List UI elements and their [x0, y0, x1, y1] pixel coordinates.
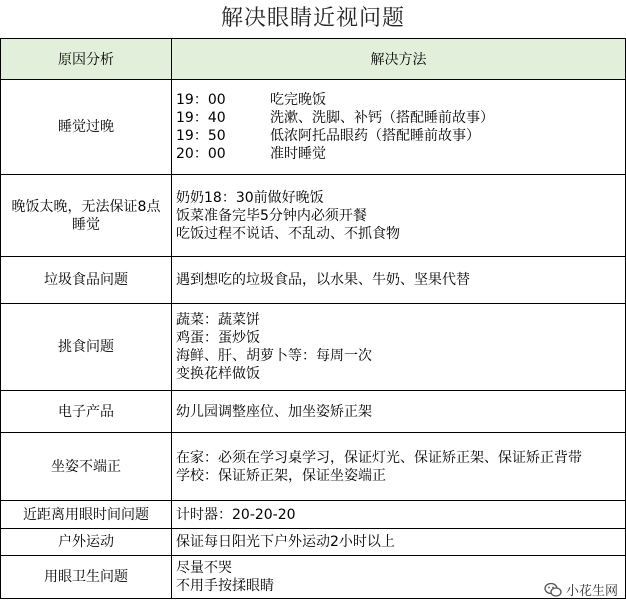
cause-cell: 近距离用眼时间问题: [1, 501, 172, 529]
table-row: [1, 175, 626, 257]
cause-cell: 坐姿不端正: [1, 433, 172, 501]
solution-text: 准时睡觉: [270, 146, 326, 162]
cause-cell: 用眼卫生问题: [1, 556, 172, 599]
solution-text: 保证每日阳光下户外运动2小时以上: [176, 534, 395, 550]
solution-line: [176, 467, 621, 485]
myopia-solution-table: [0, 38, 626, 599]
solution-line: [176, 533, 621, 551]
table-row: [1, 391, 626, 433]
table-row: [1, 501, 626, 529]
solution-line: [176, 506, 621, 524]
solution-line: [176, 449, 621, 467]
table-row: [1, 529, 626, 556]
solution-cell: [172, 304, 626, 391]
solution-cell: [172, 257, 626, 304]
solution-line: [176, 311, 621, 329]
solution-line: [176, 365, 621, 383]
solution-cell: [172, 80, 626, 175]
cause-cell: 睡觉过晚: [1, 80, 172, 175]
solution-cell: [172, 529, 626, 556]
solution-line: [176, 347, 621, 365]
solution-text: 尽量不哭: [176, 560, 232, 576]
solution-text: 遇到想吃的垃圾食品，以水果、牛奶、坚果代替: [176, 272, 470, 288]
solution-text: 海鲜、肝、胡萝卜等：每周一次: [176, 348, 372, 364]
solution-text: 低浓阿托品眼药（搭配睡前故事）: [270, 128, 480, 144]
document-title: 解决眼睛近视问题: [220, 6, 405, 31]
table-row: [1, 304, 626, 391]
schedule-time: 19：40: [176, 110, 226, 126]
solution-cell: [172, 391, 626, 433]
header-solution: 解决方法: [172, 39, 626, 80]
table-row: [1, 80, 626, 175]
solution-line: [176, 559, 621, 577]
table-row: [1, 556, 626, 599]
solution-line: [176, 189, 621, 207]
cause-cell: 垃圾食品问题: [1, 257, 172, 304]
solution-line: [176, 109, 621, 127]
solution-text: 幼儿园调整座位、加坐姿矫正架: [176, 403, 372, 420]
schedule-time: 19：00: [176, 92, 226, 108]
cause-cell: 电子产品: [1, 391, 172, 433]
solution-line: [176, 225, 621, 243]
schedule-time: 20：00: [176, 146, 226, 162]
watermark: [544, 580, 618, 599]
table-row: [1, 433, 626, 501]
wechat-icon: [544, 582, 562, 598]
solution-text: 洗漱、洗脚、补钙（搭配睡前故事）: [270, 110, 494, 126]
solution-line: [176, 145, 621, 163]
solution-line: [176, 271, 621, 289]
solution-text: 饭菜准备完毕5分钟内必须开餐: [176, 207, 367, 224]
solution-text: 计时器：20-20-20: [176, 506, 296, 523]
solution-cell: [172, 501, 626, 529]
solution-text: 不用手按揉眼睛: [176, 578, 274, 594]
cause-cell: 挑食问题: [1, 304, 172, 391]
header-cause: 原因分析: [1, 39, 172, 80]
solution-line: [176, 91, 621, 109]
cause-cell: 晚饭太晚，无法保证8点睡觉: [1, 175, 172, 257]
solution-text: 学校：保证矫正架，保证坐姿端正: [176, 467, 386, 484]
table-row: [1, 257, 626, 304]
solution-text: 蔬菜：蔬菜饼: [176, 312, 260, 328]
table-header-row: [1, 39, 626, 80]
solution-cell: [172, 175, 626, 257]
solution-text: 吃完晚饭: [270, 92, 326, 108]
solution-line: [176, 207, 621, 225]
solution-text: 鸡蛋：蛋炒饭: [176, 330, 260, 346]
solution-cell: [172, 433, 626, 501]
solution-line: [176, 127, 621, 145]
watermark-text: 小花生网: [565, 584, 618, 599]
solution-line: [176, 329, 621, 347]
solution-text: 吃饭过程不说话、不乱动、不抓食物: [176, 225, 400, 242]
solution-line: [176, 403, 621, 421]
solution-text: 在家：必须在学习桌学习，保证灯光、保证矫正架、保证矫正背带: [176, 449, 582, 466]
solution-text: 变换花样做饭: [176, 366, 260, 382]
schedule-time: 19：50: [176, 128, 226, 144]
cause-cell: 户外运动: [1, 529, 172, 556]
solution-text: 奶奶18：30前做好晚饭: [176, 189, 324, 206]
